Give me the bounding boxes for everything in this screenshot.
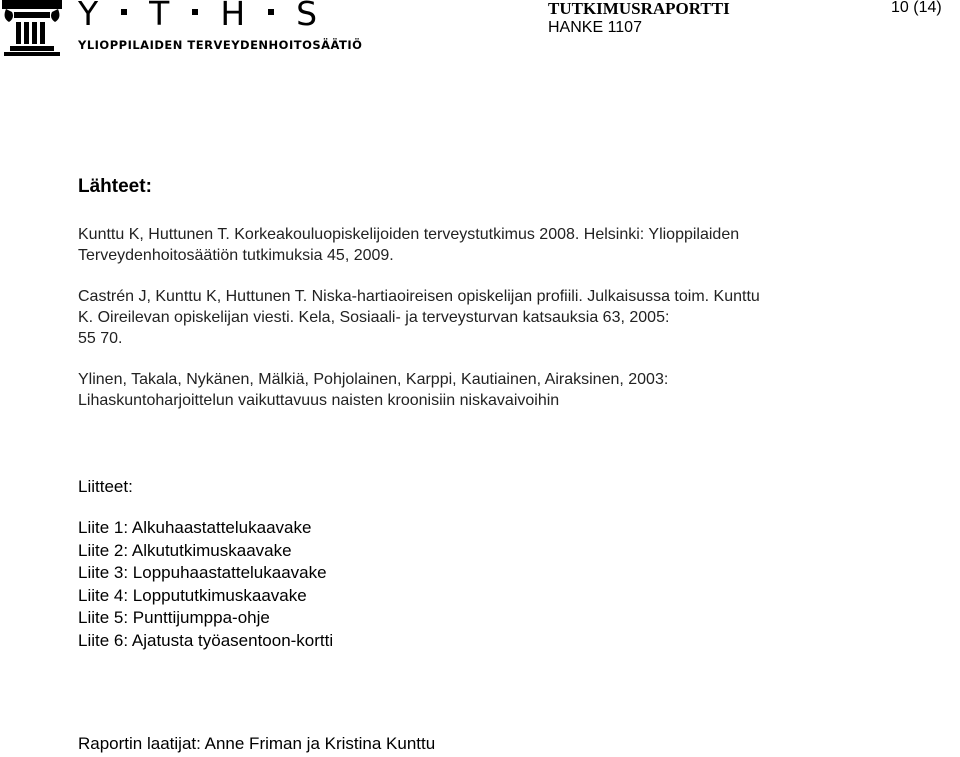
attachment-item: Liite 3: Loppuhaastattelukaavake xyxy=(78,563,327,582)
logo-letter: S xyxy=(296,0,319,33)
reference-line: Castrén J, Kunttu K, Huttunen T. Niska-hartiaoireisen opiskelijan profiili. Julkaisussa toim. Kunttu xyxy=(78,288,760,305)
logo-letter: Y xyxy=(78,0,100,33)
logo-separator xyxy=(268,9,274,15)
logo-separator xyxy=(121,9,127,15)
logo-wordmark xyxy=(78,0,318,34)
attachment-item: Liite 4: Loppututkimuskaavake xyxy=(78,585,307,605)
report-authors: Raportin laatijat: Anne Friman ja Kristina Kunttu xyxy=(78,734,436,753)
document-type: TUTKIMUSRAPORTTI xyxy=(548,0,730,18)
attachment-item: Liite 2: Alkututkimuskaavake xyxy=(78,540,292,560)
reference-line: K. Oireilevan opiskelijan viesti. Kela, Sosiaali- ja terveysturvan katsauksia 63, 2005: xyxy=(78,309,670,326)
project-number: HANKE 1107 xyxy=(548,19,642,36)
page-number: 10 (14) xyxy=(891,0,942,16)
yths-logo xyxy=(0,0,363,56)
reference-item xyxy=(78,224,868,266)
logo-subtitle: YLIOPPILAIDEN TERVEYDENHOITOSÄÄTIÖ xyxy=(78,38,363,52)
reference-line: Lihaskuntoharjoittelun vaikuttavuus naisten kroonisiin niskavaivoihin xyxy=(78,392,560,409)
attachments-list xyxy=(78,517,868,652)
reference-item xyxy=(78,286,868,349)
reference-item xyxy=(78,369,868,411)
references-heading: Lähteet: xyxy=(78,176,152,197)
attachment-item: Liite 6: Ajatusta työasentoon-kortti xyxy=(78,630,334,650)
logo-separator xyxy=(192,9,198,15)
document-body xyxy=(78,176,868,652)
logo-letter: T xyxy=(149,0,171,33)
column-emblem-icon xyxy=(0,0,66,56)
reference-line: Ylinen, Takala, Nykänen, Mälkiä, Pohjolainen, Karppi, Kautiainen, Airaksinen, 2003: xyxy=(78,371,669,388)
logo-letter: H xyxy=(220,0,247,33)
reference-line: Kunttu K, Huttunen T. Korkeakouluopiskelijoiden terveystutkimus 2008. Helsinki: Ylioppilaiden xyxy=(78,226,740,243)
reference-line: 55 70. xyxy=(78,330,123,347)
attachments-heading: Liitteet: xyxy=(78,477,133,496)
attachment-item: Liite 1: Alkuhaastattelukaavake xyxy=(78,518,312,537)
attachment-item: Liite 5: Punttijumppa-ohje xyxy=(78,608,270,627)
reference-line: Terveydenhoitosäätiön tutkimuksia 45, 2009. xyxy=(78,247,394,264)
